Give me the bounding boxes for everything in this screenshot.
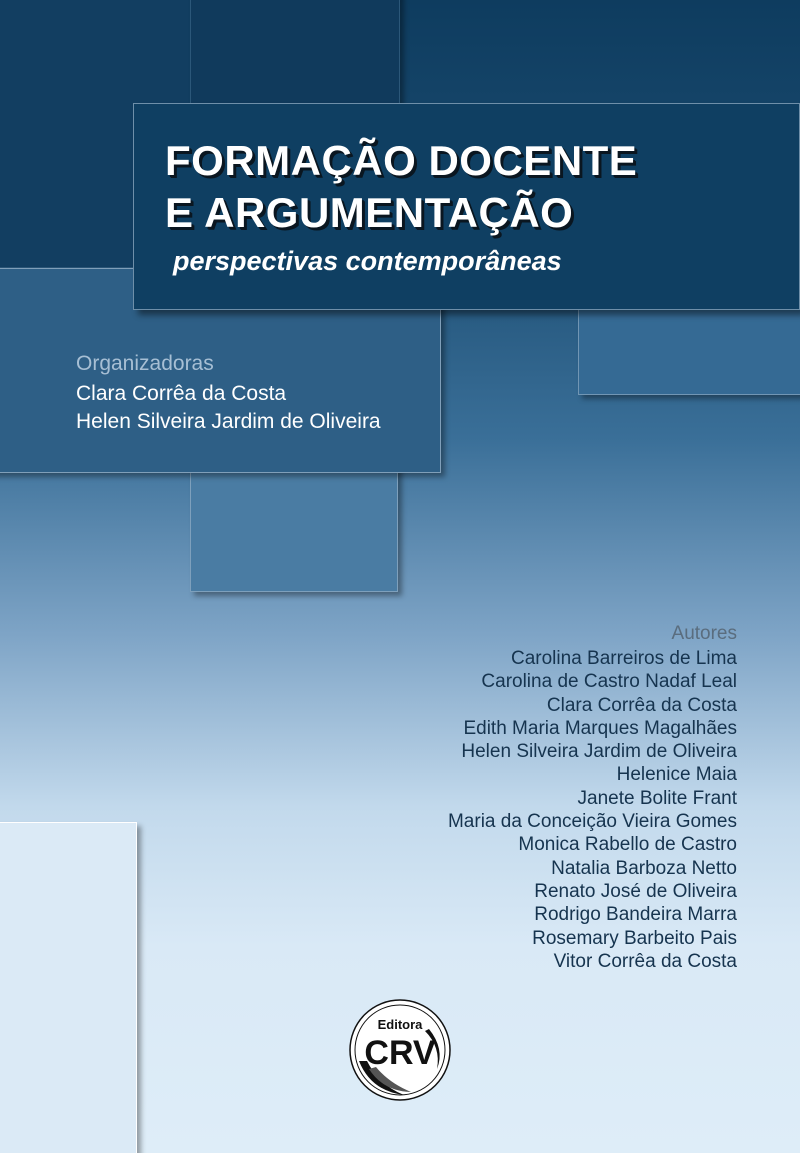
author-name: Natalia Barboza Netto xyxy=(551,857,737,879)
author-name: Helen Silveira Jardim de Oliveira xyxy=(461,741,737,763)
author-name: Vitor Corrêa da Costa xyxy=(553,950,737,972)
author-name: Helenice Maia xyxy=(616,764,737,786)
publisher-logo xyxy=(349,999,451,1101)
author-name: Renato José de Oliveira xyxy=(534,880,737,902)
publisher-label-top: Editora xyxy=(377,1017,423,1032)
organizers-label: Organizadoras xyxy=(76,352,214,375)
author-name: Monica Rabello de Castro xyxy=(518,834,737,856)
decor-panel-bottom-left xyxy=(0,822,137,1153)
author-name: Rosemary Barbeito Pais xyxy=(532,927,737,949)
book-subtitle: perspectivas contemporâneas xyxy=(173,246,562,276)
book-title-line-2: E ARGUMENTAÇÃO xyxy=(165,189,574,236)
decor-panel-right xyxy=(578,300,800,395)
author-name: Maria da Conceição Vieira Gomes xyxy=(447,811,737,833)
organizer-name: Helen Silveira Jardim de Oliveira xyxy=(76,410,381,433)
book-title-line-1: FORMAÇÃO DOCENTE xyxy=(165,137,638,184)
decor-panel-top-middle xyxy=(190,0,400,105)
author-name: Rodrigo Bandeira Marra xyxy=(534,904,737,926)
publisher-label-main: CRV xyxy=(364,1034,436,1072)
author-name: Edith Maria Marques Magalhães xyxy=(463,717,737,739)
author-name: Clara Corrêa da Costa xyxy=(546,694,737,716)
author-name: Janete Bolite Frant xyxy=(577,787,737,809)
author-name: Carolina de Castro Nadaf Leal xyxy=(481,671,737,693)
authors-list xyxy=(448,647,737,973)
authors-label: Autores xyxy=(671,623,737,644)
organizer-name: Clara Corrêa da Costa xyxy=(76,382,287,405)
author-name: Carolina Barreiros de Lima xyxy=(511,648,737,669)
